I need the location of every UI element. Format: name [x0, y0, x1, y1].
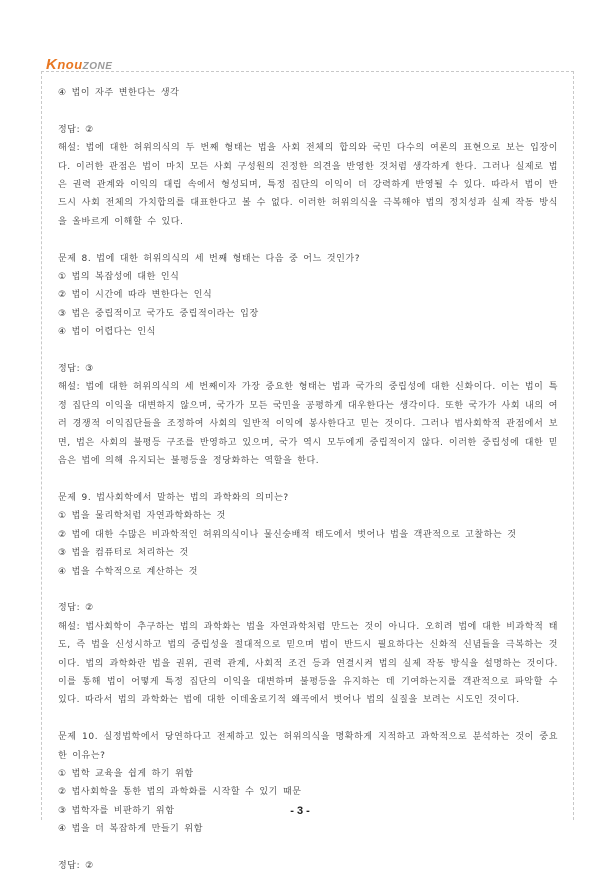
- paragraph-gap: [58, 839, 558, 857]
- paragraph-gap: [58, 342, 558, 360]
- answer-option: ① 법을 물리학처럼 자연과학화하는 것: [58, 511, 226, 522]
- answer-line: 정답: ②: [58, 603, 94, 614]
- answer-option: ④ 법이 자주 변한다는 생각: [58, 88, 180, 98]
- answer-option: ② 법에 대한 수많은 비과학적인 허위의식이나 물신숭배적 태도에서 벗어나 법을 객관적으로 고찰하는 것: [58, 529, 517, 540]
- question-text: 문제 8. 법에 대한 허위의식의 세 번째 형태는 다음 중 어느 것인가?: [58, 253, 361, 264]
- document-body: [58, 84, 558, 875]
- explanation-paragraph: 해설: 법에 대한 허위의식의 두 번째 형태는 법을 사회 전체의 합의와 국민 다수의 여론의 표현으로 보는 입장이다. 이러한 관점은 법이 마치 모든 사회 구성원의 진정한 의견을 반영한 것처럼 생각하게 한다. 그러나 실제로 법은 권력 관계와 이익의 대립 속에서 형성되며, 특정 집단의 이익이 더 강력하게 반영될 수 있다. 따라서 법이 반드시 사회 전체의 가치합의를 대표한다고 볼 수 없다. 이러한 허위의식을 극복해야 법의 정치성과 실제 작동 방식을 올바르게 이해할 수 있다.: [58, 143, 558, 227]
- explanation-paragraph: 해설: 법에 대한 허위의식의 세 번째이자 가장 중요한 형태는 법과 국가의 중립성에 대한 신화이다. 이는 법이 특정 집단의 이익을 대변하지 않으며, 국가가 모든 국민을 공평하게 대우한다는 생각이다. 또한 국가가 사회 내의 여러 경쟁적 이익집단들을 조정하여 사회의 일반적 이익에 봉사한다고 믿는 것이다. 그러나 법사회학적 관점에서 보면, 법은 사회의 불평등 구조를 반영하고 있으며, 국가 역시 모두에게 중립적이지 않다. 이러한 중립성에 대한 믿음은 법에 의해 유지되는 불평등을 정당화하는 역할을 한다.: [58, 382, 558, 467]
- paragraph-gap: [58, 710, 558, 728]
- answer-line: 정답: ②: [58, 124, 94, 135]
- explanation-paragraph: 해설: 법사회학이 추구하는 법의 과학화는 법을 자연과학처럼 만드는 것이 아니다. 오히려 법에 대한 비과학적 태도, 즉 법을 신성시하고 법의 중립성을 절대적으로 믿으며 법이 반드시 필요하다는 신화적 신념들을 극복하는 것이다. 법의 과학화란 법을 권위, 권력 관계, 사회적 조건 등과 연결시켜 법의 실제 작동 방식을 설명하는 것이다. 이를 통해 법이 어떻게 특정 집단의 이익을 대변하며 불평등을 유지하는 데 기여하는지를 객관적으로 파악할 수 있다. 따라서 법의 과학화는 법에 대한 이데올로기적 왜곡에서 벗어나 법의 실질을 보려는 시도인 것이다.: [58, 621, 558, 706]
- answer-option: ① 법의 복잡성에 대한 인식: [58, 272, 180, 283]
- answer-option: ③ 법은 중립적이고 국가도 중립적이라는 입장: [58, 308, 259, 319]
- question-text: 문제 9. 법사회학에서 말하는 법의 과학화의 의미는?: [58, 492, 289, 503]
- answer-line: 정답: ③: [58, 364, 94, 375]
- paragraph-gap: [58, 581, 558, 599]
- page-number: - 3 -: [290, 805, 310, 817]
- answer-option: ④ 법이 어렵다는 인식: [58, 327, 156, 338]
- answer-option: ① 법학 교육을 쉽게 하기 위함: [58, 768, 194, 779]
- answer-line: 정답: ②: [58, 860, 94, 871]
- answer-option: ② 법사회학을 통한 법의 과학화를 시작할 수 있기 때문: [58, 787, 302, 798]
- question-text: 문제 10. 실정법학에서 당연하다고 전제하고 있는 허위의식을 명확하게 지적하고 과학적으로 분석하는 것이 중요한 이유는?: [58, 732, 558, 761]
- answer-option: ③ 법학자를 비판하기 위함: [58, 805, 175, 816]
- answer-option: ② 법이 시간에 따라 변한다는 인식: [58, 290, 213, 301]
- paragraph-gap: [58, 102, 558, 120]
- paragraph-gap: [58, 470, 558, 488]
- answer-option: ③ 법을 컴퓨터로 처리하는 것: [58, 548, 189, 559]
- answer-option: ④ 법을 더 복잡하게 만들기 위함: [58, 824, 204, 835]
- paragraph-gap: [58, 231, 558, 249]
- knouzone-logo: KnouZONE: [46, 56, 113, 73]
- answer-option: ④ 법을 수학적으로 계산하는 것: [58, 566, 199, 577]
